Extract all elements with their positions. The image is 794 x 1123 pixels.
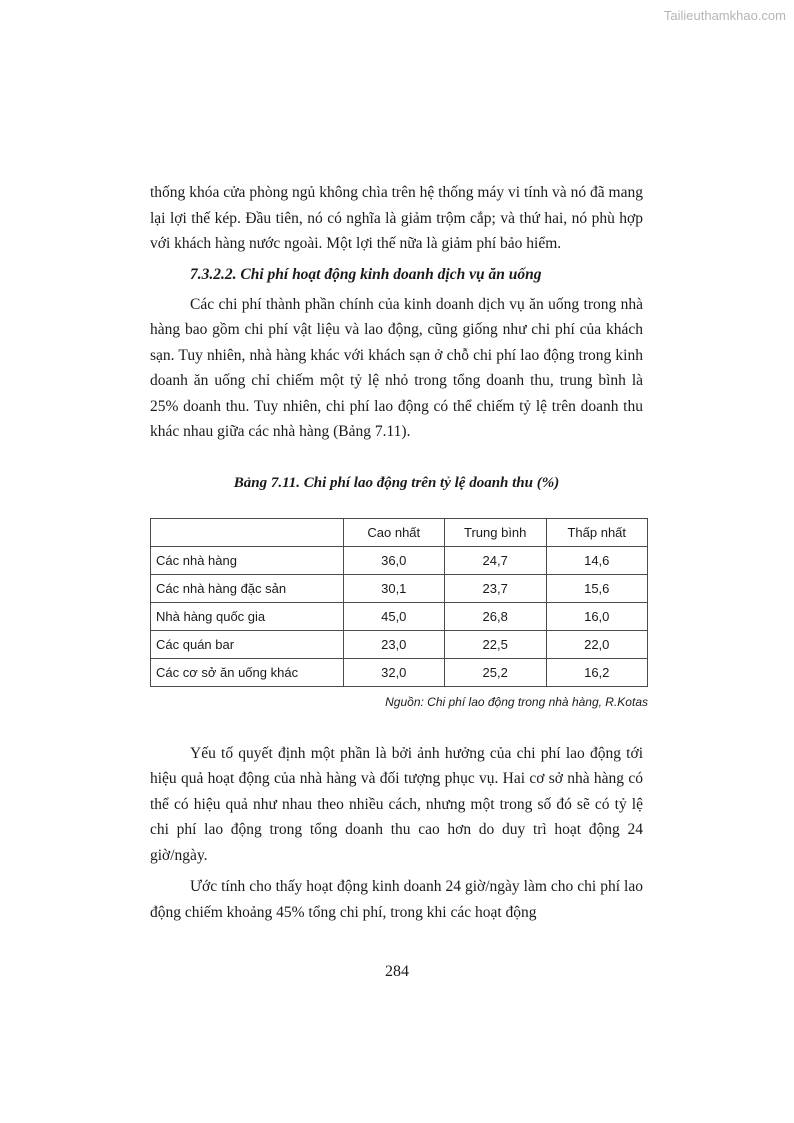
table-cell-value: 22,5 [444, 630, 546, 658]
table-row [151, 546, 648, 574]
table-cell-value: 30,1 [343, 574, 444, 602]
section-heading: 7.3.2.2. Chi phí hoạt động kinh doanh dịch vụ ăn uống [190, 265, 542, 283]
paragraph-labor-costs: Các chi phí thành phần chính của kinh doanh dịch vụ ăn uống trong nhà hàng bao gồm chi phí vật liệu và lao động, cũng giống như chi phí của khách sạn. Tuy nhiên, nhà hàng khác với khách sạn ở chỗ chi phí lao động trong kinh doanh ăn uống chỉ chiếm một tỷ lệ nhỏ trong tổng doanh thu, trung bình là 25% doanh thu. Tuy nhiên, chi phí lao động có thể chiếm tỷ lệ trên doanh thu khác nhau giữa các nhà hàng (Bảng 7.11). [150, 295, 643, 440]
table-cell-label: Các nhà hàng [151, 546, 344, 574]
paragraph-determining-factor: Yếu tố quyết định một phần là bởi ảnh hưởng của chi phí lao động tới hiệu quả hoạt động của nhà hàng và đối tượng phục vụ. Hai cơ sở nhà hàng có thể có hiệu quả như nhau theo nhiều cách, nhưng một trong số đó sẽ có tỷ lệ chi phí lao động trong tổng doanh thu cao hơn do duy trì hoạt động 24 giờ/ngày. [150, 744, 643, 864]
table-row [151, 574, 648, 602]
table-cell-value: 32,0 [343, 658, 444, 686]
table-row [151, 630, 648, 658]
table-cell-value: 14,6 [546, 546, 647, 574]
table-row [151, 602, 648, 630]
table-cell-value: 23,0 [343, 630, 444, 658]
table-cell-value: 16,2 [546, 658, 647, 686]
table-cell-label: Nhà hàng quốc gia [151, 602, 344, 630]
table-cell-value: 25,2 [444, 658, 546, 686]
table-header-highest: Cao nhất [343, 518, 444, 546]
table-cell-value: 26,8 [444, 602, 546, 630]
table-header-empty [151, 518, 344, 546]
table-cell-value: 24,7 [444, 546, 546, 574]
table-cell-value: 36,0 [343, 546, 444, 574]
table-caption: Bảng 7.11. Chi phí lao động trên tỷ lệ doanh thu (%) [233, 474, 560, 491]
table-cell-value: 45,0 [343, 602, 444, 630]
paragraph-estimate: Ước tính cho thấy hoạt động kinh doanh 24 giờ/ngày làm cho chi phí lao động chiếm khoảng 45% tổng chi phí, trong khi các hoạt động [150, 878, 643, 921]
table-cell-label: Các nhà hàng đặc sản [151, 574, 344, 602]
table-row [151, 658, 648, 686]
table-cell-label: Các cơ sở ăn uống khác [151, 658, 344, 686]
table-source: Nguồn: Chi phí lao động trong nhà hàng, R.Kotas [385, 694, 648, 709]
table-cell-value: 16,0 [546, 602, 647, 630]
table-header-average: Trung bình [444, 518, 546, 546]
paragraph-continuation: thống khóa cửa phòng ngủ không chìa trên hệ thống máy vi tính và nó đã mang lại lợi thế kép. Đầu tiên, nó có nghĩa là giảm trộm cắp; và thứ hai, nó phù hợp với khách hàng nước ngoài. Một lợi thế nữa là giảm phí bảo hiểm. [150, 184, 643, 252]
table-cell-value: 15,6 [546, 574, 647, 602]
table-cell-value: 23,7 [444, 574, 546, 602]
table-cell-label: Các quán bar [151, 630, 344, 658]
labor-cost-table [150, 518, 648, 687]
page-number: 284 [385, 963, 409, 980]
table-cell-value: 22,0 [546, 630, 647, 658]
table-header-row [151, 518, 648, 546]
page-content [150, 180, 648, 925]
table-header-lowest: Thấp nhất [546, 518, 647, 546]
watermark: Tailieuthamkhao.com [663, 8, 786, 23]
